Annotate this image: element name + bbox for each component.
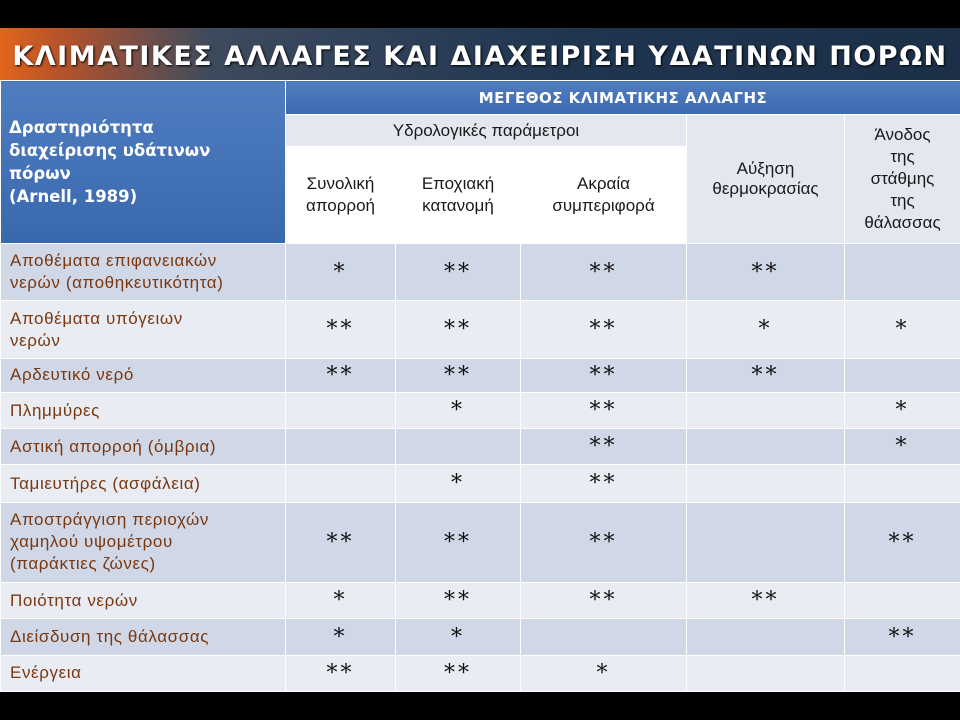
- impact-cell: *: [286, 583, 396, 619]
- impact-cell: **: [521, 429, 687, 465]
- row-label: Αποθέματα επιφανειακών νερών (αποθηκευτικότητα): [1, 244, 286, 301]
- table-row: [1, 429, 960, 465]
- table-row: [1, 502, 960, 583]
- table-row: [1, 465, 960, 502]
- group-header-hydrological: Υδρολογικές παράμετροι: [286, 115, 687, 147]
- row-label: Αστική απορροή (όμβρια): [1, 429, 286, 465]
- slide-title: ΚΛΙΜΑΤΙΚΕΣ ΑΛΛΑΓΕΣ ΚΑΙ ΔΙΑΧΕΙΡΙΣΗ ΥΔΑΤΙΝΩΝ ΠΟΡΩΝ: [12, 41, 948, 72]
- impact-cell: **: [521, 393, 687, 429]
- row-label: Ταμιευτήρες (ασφάλεια): [1, 465, 286, 502]
- impact-cell: [687, 655, 845, 691]
- impact-cell: [845, 244, 960, 301]
- column-header-total-runoff: Συνολική απορροή: [286, 147, 396, 244]
- impact-cell: *: [845, 393, 960, 429]
- impact-cell: *: [396, 393, 521, 429]
- impact-cell: **: [286, 655, 396, 691]
- impact-cell: [687, 393, 845, 429]
- impact-cell: **: [396, 358, 521, 392]
- table-row: [1, 358, 960, 392]
- impact-cell: **: [521, 502, 687, 583]
- row-label: Αποθέματα υπόγειων νερών: [1, 301, 286, 358]
- impact-cell: **: [687, 583, 845, 619]
- impact-cell: *: [687, 301, 845, 358]
- impact-cell: [845, 583, 960, 619]
- table-row: [1, 393, 960, 429]
- column-header-sea-level: Άνοδος της στάθμης της θάλασσας: [845, 115, 960, 244]
- row-label: Αρδευτικό νερό: [1, 358, 286, 392]
- impact-cell: [845, 358, 960, 392]
- impact-cell: [845, 655, 960, 691]
- impact-cell: [687, 429, 845, 465]
- column-header-seasonal-distribution: Εποχιακή κατανομή: [396, 147, 521, 244]
- impact-cell: **: [286, 301, 396, 358]
- row-label: Διείσδυση της θάλασσας: [1, 619, 286, 655]
- main-header: ΜΕΓΕΘΟΣ ΚΛΙΜΑΤΙΚΗΣ ΑΛΛΑΓΗΣ: [286, 81, 960, 115]
- impact-cell: [286, 465, 396, 502]
- impact-cell: *: [286, 619, 396, 655]
- row-label: Πλημμύρες: [1, 393, 286, 429]
- impact-cell: **: [521, 301, 687, 358]
- impact-cell: **: [396, 244, 521, 301]
- impact-cell: **: [845, 619, 960, 655]
- impact-cell: [687, 465, 845, 502]
- impact-cell: [286, 393, 396, 429]
- impact-cell: **: [286, 502, 396, 583]
- impact-cell: *: [396, 465, 521, 502]
- row-label: Ποιότητα νερών: [1, 583, 286, 619]
- impact-cell: **: [286, 358, 396, 392]
- impact-cell: **: [687, 244, 845, 301]
- column-header-temperature: Αύξηση θερμοκρασίας: [687, 115, 845, 244]
- impact-cell: [845, 465, 960, 502]
- impact-cell: **: [521, 358, 687, 392]
- impact-cell: **: [396, 655, 521, 691]
- impact-cell: [396, 429, 521, 465]
- column-header-extreme-behaviour: Ακραία συμπεριφορά: [521, 147, 687, 244]
- impact-cell: [687, 619, 845, 655]
- table-row: [1, 244, 960, 301]
- impact-cell: **: [396, 583, 521, 619]
- table-row: [1, 619, 960, 655]
- row-label: Αποστράγγιση περιοχών χαμηλού υψομέτρου (παράκτιες ζώνες): [1, 502, 286, 583]
- title-bar: [0, 28, 960, 81]
- climate-impact-table: [0, 80, 960, 692]
- impact-cell: **: [521, 583, 687, 619]
- impact-cell: *: [521, 655, 687, 691]
- row-label: Ενέργεια: [1, 655, 286, 691]
- impact-cell: *: [286, 244, 396, 301]
- table-row: [1, 583, 960, 619]
- impact-cell: **: [521, 465, 687, 502]
- table-row: [1, 301, 960, 358]
- impact-cell: **: [845, 502, 960, 583]
- impact-cell: *: [396, 619, 521, 655]
- impact-cell: **: [396, 502, 521, 583]
- impact-cell: [521, 619, 687, 655]
- table-corner-header: Δραστηριότητα διαχείρισης υδάτινων πόρων (Arnell, 1989): [1, 81, 286, 244]
- impact-cell: *: [845, 301, 960, 358]
- impact-cell: [687, 502, 845, 583]
- impact-cell: *: [845, 429, 960, 465]
- impact-cell: **: [687, 358, 845, 392]
- impact-cell: **: [521, 244, 687, 301]
- impact-cell: **: [396, 301, 521, 358]
- table-row: [1, 655, 960, 691]
- impact-cell: [286, 429, 396, 465]
